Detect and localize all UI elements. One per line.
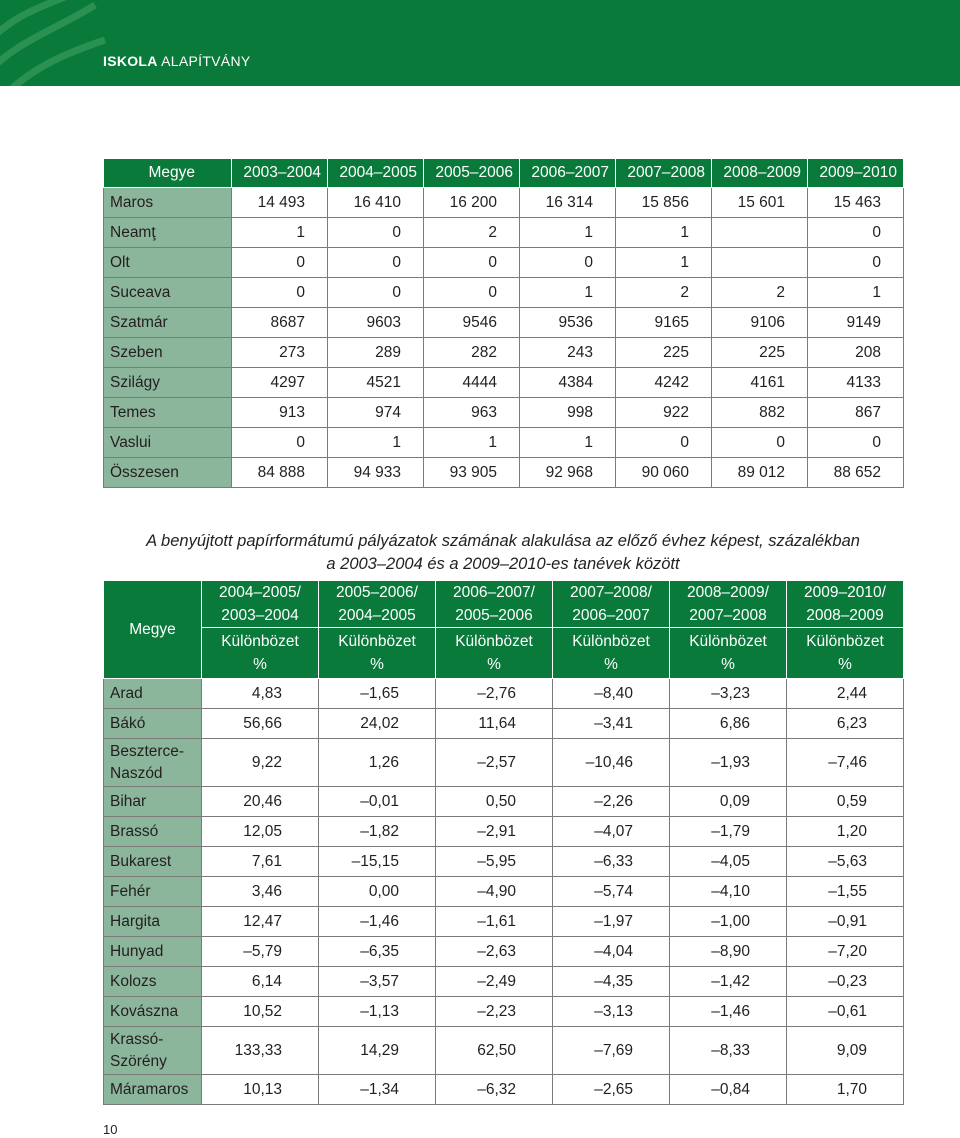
percent-change-cell: 3,46 — [202, 877, 319, 907]
count-cell — [712, 218, 808, 248]
table-header-row — [104, 159, 904, 188]
county-name-line: Bákó — [110, 714, 146, 732]
count-cell — [712, 248, 808, 278]
count-cell: 1 — [520, 278, 616, 308]
percent-change-cell: –2,57 — [436, 739, 553, 787]
column-header-year: 2004–2005 — [328, 159, 424, 188]
column-header-year: 2003–2004 — [232, 159, 328, 188]
table-header-row — [104, 581, 904, 628]
column-header-year: 2005–2006 — [424, 159, 520, 188]
county-name-cell: Temes — [104, 398, 232, 428]
county-name-line: Fehér — [110, 882, 151, 900]
percent-change-cell: 1,70 — [787, 1075, 904, 1105]
count-cell: 0 — [424, 278, 520, 308]
percent-change-cell: –5,95 — [436, 847, 553, 877]
table-row — [104, 368, 904, 398]
count-cell: 93 905 — [424, 458, 520, 488]
percent-label: % — [604, 656, 618, 673]
percent-label: % — [253, 656, 267, 673]
count-cell: 0 — [808, 248, 904, 278]
difference-label: Különbözet — [689, 633, 767, 650]
count-cell: 208 — [808, 338, 904, 368]
column-header-period — [670, 581, 787, 628]
county-name-line: Hargita — [110, 912, 160, 930]
percent-change-cell: –4,05 — [670, 847, 787, 877]
table-row — [104, 967, 904, 997]
percent-change-cell: –1,97 — [553, 907, 670, 937]
brand-title-bold: ISKOLA — [103, 53, 158, 69]
count-cell: 2 — [712, 278, 808, 308]
percent-change-cell: –2,26 — [553, 787, 670, 817]
percent-change-cell: –2,91 — [436, 817, 553, 847]
percent-change-cell: –8,90 — [670, 937, 787, 967]
percent-change-cell: –0,84 — [670, 1075, 787, 1105]
count-cell: 1 — [808, 278, 904, 308]
county-name-cell — [104, 787, 202, 817]
count-cell: 9536 — [520, 308, 616, 338]
table-caption — [103, 530, 903, 576]
count-cell: 1 — [616, 218, 712, 248]
percent-change-cell: 12,05 — [202, 817, 319, 847]
percent-change-cell: 0,09 — [670, 787, 787, 817]
table-row — [104, 188, 904, 218]
percent-change-cell: –1,42 — [670, 967, 787, 997]
page-number: 10 — [103, 1122, 118, 1137]
percent-change-cell: 6,23 — [787, 709, 904, 739]
table-row — [104, 428, 904, 458]
count-cell: 94 933 — [328, 458, 424, 488]
count-cell: 9149 — [808, 308, 904, 338]
caption-line-2: a 2003–2004 és a 2009–2010-es tanévek között — [326, 555, 680, 573]
percent-change-cell: –2,23 — [436, 997, 553, 1027]
county-name-cell: Szilágy — [104, 368, 232, 398]
column-header-difference — [553, 628, 670, 679]
count-cell: 4384 — [520, 368, 616, 398]
brand-title — [103, 53, 251, 69]
table-row — [104, 458, 904, 488]
percent-change-cell: –0,61 — [787, 997, 904, 1027]
percent-change-cell: –15,15 — [319, 847, 436, 877]
percent-change-cell: –8,40 — [553, 679, 670, 709]
table-row — [104, 739, 904, 787]
count-cell: 282 — [424, 338, 520, 368]
percent-change-cell: –3,13 — [553, 997, 670, 1027]
percentage-change-table — [103, 580, 904, 1105]
period-line-2: 2003–2004 — [221, 607, 299, 624]
count-cell: 4133 — [808, 368, 904, 398]
percent-change-cell: 0,00 — [319, 877, 436, 907]
table-row — [104, 398, 904, 428]
percent-change-cell: –1,93 — [670, 739, 787, 787]
count-cell: 88 652 — [808, 458, 904, 488]
table-row — [104, 218, 904, 248]
count-cell: 0 — [232, 428, 328, 458]
percent-change-cell: –1,82 — [319, 817, 436, 847]
percent-label: % — [721, 656, 735, 673]
percent-change-cell: –1,79 — [670, 817, 787, 847]
county-name-cell — [104, 709, 202, 739]
count-cell: 16 314 — [520, 188, 616, 218]
county-name-line: Bukarest — [110, 852, 172, 870]
percent-change-cell: –3,23 — [670, 679, 787, 709]
table-row — [104, 847, 904, 877]
percent-change-cell: –1,34 — [319, 1075, 436, 1105]
period-line-2: 2004–2005 — [338, 607, 416, 624]
table-row — [104, 709, 904, 739]
period-line-1: 2005–2006/ — [336, 584, 418, 601]
count-cell: 4297 — [232, 368, 328, 398]
county-name-cell: Maros — [104, 188, 232, 218]
count-cell: 243 — [520, 338, 616, 368]
count-cell: 0 — [616, 428, 712, 458]
period-line-2: 2007–2008 — [689, 607, 767, 624]
count-cell: 1 — [328, 428, 424, 458]
period-line-2: 2005–2006 — [455, 607, 533, 624]
county-name-cell — [104, 997, 202, 1027]
county-name-cell — [104, 1027, 202, 1075]
count-cell: 0 — [712, 428, 808, 458]
count-cell: 882 — [712, 398, 808, 428]
percent-change-cell: –4,35 — [553, 967, 670, 997]
count-cell: 913 — [232, 398, 328, 428]
count-cell: 9603 — [328, 308, 424, 338]
leaf-ornament-icon — [0, 0, 110, 86]
county-name-cell — [104, 967, 202, 997]
percent-change-cell: –4,90 — [436, 877, 553, 907]
percent-label: % — [487, 656, 501, 673]
percent-change-cell: –6,35 — [319, 937, 436, 967]
percent-change-cell: –2,63 — [436, 937, 553, 967]
count-cell: 15 463 — [808, 188, 904, 218]
county-name-cell — [104, 937, 202, 967]
count-cell: 14 493 — [232, 188, 328, 218]
county-name-line: Máramaros — [110, 1080, 189, 1098]
count-cell: 974 — [328, 398, 424, 428]
table-row — [104, 278, 904, 308]
percent-change-cell: –1,65 — [319, 679, 436, 709]
column-header-difference — [670, 628, 787, 679]
period-line-1: 2007–2008/ — [570, 584, 652, 601]
percent-change-cell: –5,74 — [553, 877, 670, 907]
percent-change-cell: 6,14 — [202, 967, 319, 997]
percent-change-cell: 1,26 — [319, 739, 436, 787]
county-name-line: Kovászna — [110, 1002, 179, 1020]
count-cell: 1 — [616, 248, 712, 278]
percent-change-cell: –7,46 — [787, 739, 904, 787]
county-name-cell — [104, 847, 202, 877]
percent-label: % — [838, 656, 852, 673]
difference-label: Különbözet — [806, 633, 884, 650]
count-cell: 0 — [328, 248, 424, 278]
period-line-1: 2008–2009/ — [687, 584, 769, 601]
table-row — [104, 679, 904, 709]
percent-change-cell: –1,46 — [319, 907, 436, 937]
percent-change-cell: 62,50 — [436, 1027, 553, 1075]
difference-label: Különbözet — [338, 633, 416, 650]
percent-change-cell: 0,59 — [787, 787, 904, 817]
column-header-megye: Megye — [104, 159, 232, 188]
table-row — [104, 338, 904, 368]
column-header-year: 2008–2009 — [712, 159, 808, 188]
county-name-cell: Szeben — [104, 338, 232, 368]
count-cell: 0 — [328, 278, 424, 308]
count-cell: 90 060 — [616, 458, 712, 488]
percent-change-cell: –2,49 — [436, 967, 553, 997]
table-row — [104, 817, 904, 847]
percent-change-cell: –4,07 — [553, 817, 670, 847]
percent-change-cell: 56,66 — [202, 709, 319, 739]
percent-change-cell: 4,83 — [202, 679, 319, 709]
count-cell: 963 — [424, 398, 520, 428]
count-cell: 273 — [232, 338, 328, 368]
percent-change-cell: 24,02 — [319, 709, 436, 739]
count-cell: 16 410 — [328, 188, 424, 218]
count-cell: 0 — [232, 248, 328, 278]
count-cell: 15 601 — [712, 188, 808, 218]
period-line-2: 2006–2007 — [572, 607, 650, 624]
county-name-cell — [104, 679, 202, 709]
period-line-1: 2004–2005/ — [219, 584, 301, 601]
difference-label: Különbözet — [455, 633, 533, 650]
column-header-year: 2009–2010 — [808, 159, 904, 188]
count-cell: 15 856 — [616, 188, 712, 218]
column-header-megye: Megye — [104, 581, 202, 679]
count-cell: 1 — [424, 428, 520, 458]
percent-change-cell: –6,33 — [553, 847, 670, 877]
county-name-line: Beszterce- — [110, 742, 185, 760]
county-name-cell — [104, 739, 202, 787]
period-line-1: 2009–2010/ — [804, 584, 886, 601]
percent-label: % — [370, 656, 384, 673]
count-cell: 8687 — [232, 308, 328, 338]
percent-change-cell: 0,50 — [436, 787, 553, 817]
table-row — [104, 907, 904, 937]
count-cell: 4444 — [424, 368, 520, 398]
count-cell: 2 — [616, 278, 712, 308]
count-cell: 225 — [616, 338, 712, 368]
percent-change-cell: 133,33 — [202, 1027, 319, 1075]
period-line-2: 2008–2009 — [806, 607, 884, 624]
percent-change-cell: –5,63 — [787, 847, 904, 877]
period-line-1: 2006–2007/ — [453, 584, 535, 601]
county-name-cell — [104, 907, 202, 937]
column-header-period — [787, 581, 904, 628]
county-name-cell — [104, 817, 202, 847]
count-cell: 2 — [424, 218, 520, 248]
county-name-cell: Összesen — [104, 458, 232, 488]
table-header-row — [104, 628, 904, 679]
count-cell: 0 — [808, 428, 904, 458]
column-header-difference — [202, 628, 319, 679]
count-cell: 922 — [616, 398, 712, 428]
percent-change-cell: 6,86 — [670, 709, 787, 739]
county-name-line: Krassó- — [110, 1030, 164, 1048]
count-cell: 225 — [712, 338, 808, 368]
county-name-cell: Neamţ — [104, 218, 232, 248]
percent-change-cell: –1,13 — [319, 997, 436, 1027]
column-header-period — [202, 581, 319, 628]
county-name-line: Bihar — [110, 792, 147, 810]
count-cell: 9165 — [616, 308, 712, 338]
percent-change-cell: –1,46 — [670, 997, 787, 1027]
county-name-cell: Szatmár — [104, 308, 232, 338]
percent-change-cell: –10,46 — [553, 739, 670, 787]
count-cell: 1 — [232, 218, 328, 248]
count-cell: 84 888 — [232, 458, 328, 488]
count-cell: 16 200 — [424, 188, 520, 218]
percent-change-cell: –2,65 — [553, 1075, 670, 1105]
count-cell: 0 — [328, 218, 424, 248]
percent-change-cell: –8,33 — [670, 1027, 787, 1075]
percent-change-cell: –2,76 — [436, 679, 553, 709]
percent-change-cell: 9,22 — [202, 739, 319, 787]
table-row — [104, 248, 904, 278]
percent-change-cell: –3,41 — [553, 709, 670, 739]
caption-line-1: A benyújtott papírformátumú pályázatok számának alakulása az előző évhez képest, százalékban — [146, 532, 860, 550]
county-name-line: Szörény — [110, 1052, 167, 1070]
county-name-cell — [104, 1075, 202, 1105]
table-row — [104, 787, 904, 817]
table-row — [104, 1027, 904, 1075]
percent-change-cell: –1,61 — [436, 907, 553, 937]
count-cell: 0 — [232, 278, 328, 308]
percent-change-cell: –0,91 — [787, 907, 904, 937]
count-cell: 998 — [520, 398, 616, 428]
county-name-cell: Vaslui — [104, 428, 232, 458]
percent-change-cell: 20,46 — [202, 787, 319, 817]
percent-change-cell: –1,00 — [670, 907, 787, 937]
percent-change-cell: –1,55 — [787, 877, 904, 907]
difference-label: Különbözet — [221, 633, 299, 650]
county-name-cell — [104, 877, 202, 907]
percent-change-cell: 9,09 — [787, 1027, 904, 1075]
percent-change-cell: –0,01 — [319, 787, 436, 817]
table-row — [104, 1075, 904, 1105]
percent-change-cell: –4,10 — [670, 877, 787, 907]
column-header-difference — [787, 628, 904, 679]
column-header-year: 2006–2007 — [520, 159, 616, 188]
percent-change-cell: 1,20 — [787, 817, 904, 847]
percent-change-cell: –7,69 — [553, 1027, 670, 1075]
percent-change-cell: –3,57 — [319, 967, 436, 997]
column-header-difference — [319, 628, 436, 679]
column-header-period — [319, 581, 436, 628]
table-row — [104, 937, 904, 967]
count-cell: 0 — [808, 218, 904, 248]
count-cell: 867 — [808, 398, 904, 428]
table-row — [104, 877, 904, 907]
count-cell: 89 012 — [712, 458, 808, 488]
count-cell: 92 968 — [520, 458, 616, 488]
count-cell: 0 — [520, 248, 616, 278]
county-name-line: Kolozs — [110, 972, 157, 990]
table-row — [104, 997, 904, 1027]
percent-change-cell: 10,52 — [202, 997, 319, 1027]
county-name-line: Arad — [110, 684, 143, 702]
percent-change-cell: 7,61 — [202, 847, 319, 877]
applications-count-table — [103, 158, 904, 488]
county-name-line: Brassó — [110, 822, 159, 840]
percent-change-cell: –4,04 — [553, 937, 670, 967]
count-cell: 4521 — [328, 368, 424, 398]
table-row — [104, 308, 904, 338]
count-cell: 1 — [520, 218, 616, 248]
count-cell: 9106 — [712, 308, 808, 338]
difference-label: Különbözet — [572, 633, 650, 650]
count-cell: 0 — [424, 248, 520, 278]
percent-change-cell: –0,23 — [787, 967, 904, 997]
percent-change-cell: 11,64 — [436, 709, 553, 739]
county-name-line: Hunyad — [110, 942, 164, 960]
column-header-difference — [436, 628, 553, 679]
count-cell: 4242 — [616, 368, 712, 398]
brand-title-rest: ALAPÍTVÁNY — [161, 53, 251, 69]
percent-change-cell: –7,20 — [787, 937, 904, 967]
percent-change-cell: 14,29 — [319, 1027, 436, 1075]
percent-change-cell: 10,13 — [202, 1075, 319, 1105]
column-header-period — [436, 581, 553, 628]
column-header-period — [553, 581, 670, 628]
count-cell: 289 — [328, 338, 424, 368]
percent-change-cell: –5,79 — [202, 937, 319, 967]
percent-change-cell: 2,44 — [787, 679, 904, 709]
column-header-year: 2007–2008 — [616, 159, 712, 188]
percent-change-cell: 12,47 — [202, 907, 319, 937]
percent-change-cell: –6,32 — [436, 1075, 553, 1105]
county-name-cell: Olt — [104, 248, 232, 278]
county-name-line: Naszód — [110, 764, 163, 782]
count-cell: 9546 — [424, 308, 520, 338]
county-name-cell: Suceava — [104, 278, 232, 308]
page-header — [0, 0, 960, 86]
count-cell: 4161 — [712, 368, 808, 398]
count-cell: 1 — [520, 428, 616, 458]
